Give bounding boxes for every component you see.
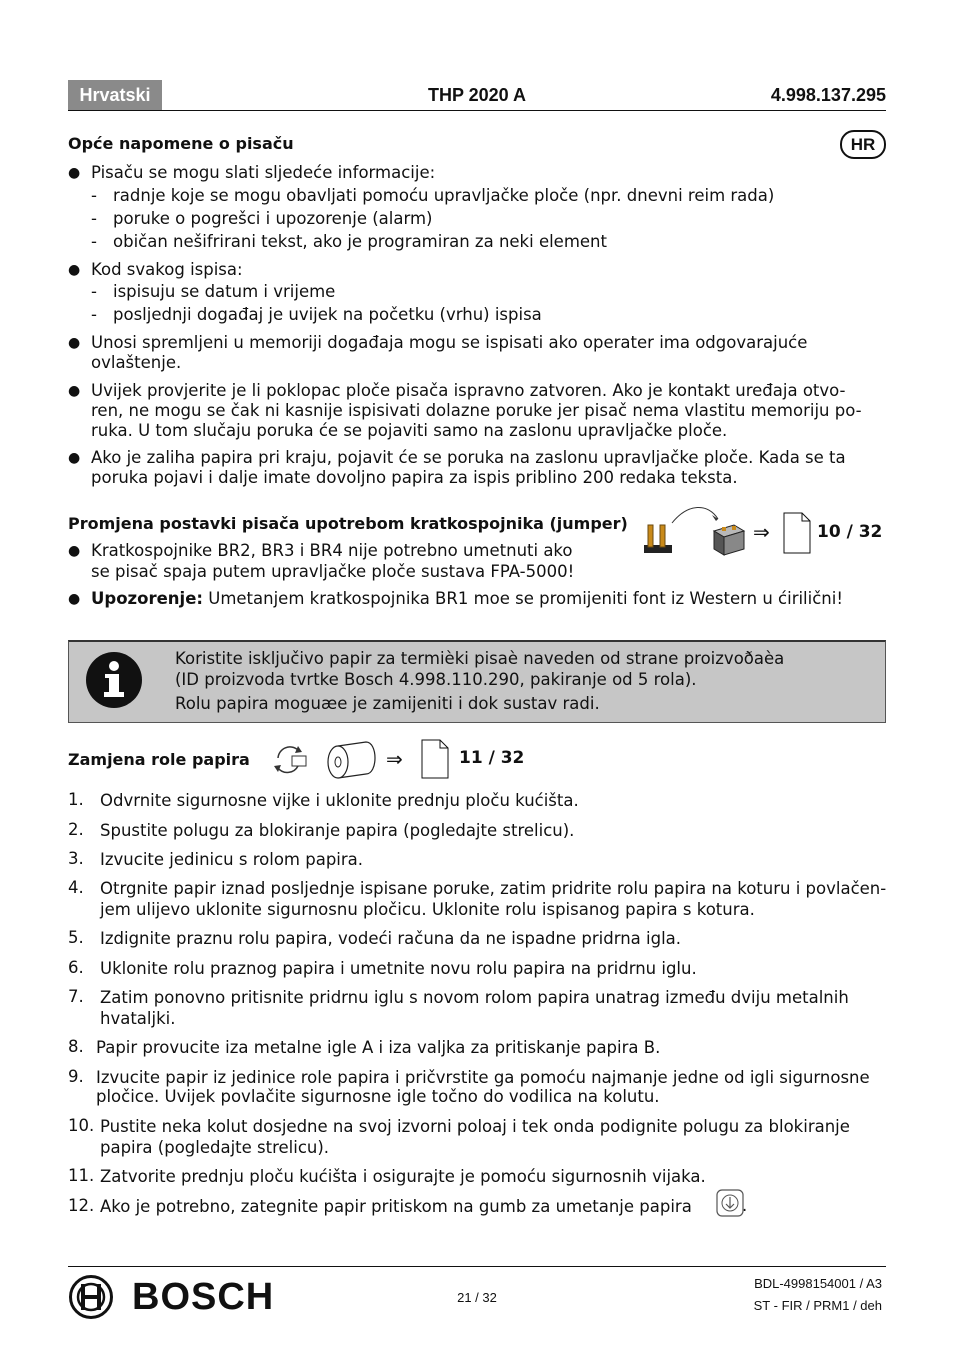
bullet-icon: ●	[68, 383, 81, 399]
step-number: 4.	[68, 878, 84, 897]
step-text-end: .	[742, 1196, 748, 1215]
step-text: Izvucite jedinicu s rolom papira.	[100, 850, 364, 869]
step-number: 7.	[68, 987, 84, 1006]
info-text-line: (ID proizvoda tvrtke Bosch 4.998.110.290, pakiranje od 5 rola).	[175, 670, 697, 689]
step-text: jem ulijevo uklonite sigurnosnu pločicu. Uklonite rolu ispisanog papira s kotura.	[100, 900, 755, 919]
step-number: 2.	[68, 820, 84, 839]
step-number: 3.	[68, 849, 84, 868]
step-text: hvataljki.	[100, 1009, 176, 1028]
dash-marker: -	[91, 305, 97, 324]
paper-roll-illustration	[268, 738, 458, 780]
bullet-icon: ●	[68, 543, 81, 559]
step-text: Odvrnite sigurnosne vijke i uklonite prednju ploču kućišta.	[100, 791, 579, 810]
bullet-icon: ●	[68, 262, 81, 278]
step-number: 10.	[68, 1116, 95, 1135]
bullet-icon: ●	[68, 165, 81, 181]
section-heading-paper-roll: Zamjena role papira	[68, 750, 250, 769]
step-text: Papir provucite iza metalne igle A i iza valjka za pritiskanje papira B.	[96, 1038, 661, 1057]
page-reference: 10 / 32	[817, 522, 883, 542]
sub-item: ispisuju se datum i vrijeme	[113, 282, 336, 301]
step-number: 1.	[68, 790, 84, 809]
bullet-text-line: ruka. U tom slučaju poruka će se pojaviti samo na zaslonu upravljačke ploče.	[91, 421, 728, 440]
bullet-icon: ●	[68, 591, 81, 607]
language-badge: HR	[840, 130, 886, 159]
info-text-line: Rolu papira moguæe je zamijeniti i dok sustav radi.	[175, 694, 600, 713]
page-reference-icon	[784, 513, 810, 553]
move-arc-arrow	[672, 507, 718, 523]
page-reference: 11 / 32	[459, 748, 525, 768]
step-text: Otrgnite papir iznad posljednje ispisane poruke, zatim pridrite rolu papira na koturu i povlačen-	[100, 879, 887, 898]
bullet-text: Pisaču se mogu slati sljedeće informacije:	[91, 163, 436, 182]
bullet-icon: ●	[68, 335, 81, 351]
step-text: Izvucite papir iz jedinice role papira i pričvrstite ga pomoću najmanje jedne od igli sigurnosne	[96, 1068, 870, 1087]
footer-divider	[68, 1266, 886, 1267]
dash-marker: -	[91, 282, 97, 301]
section-heading-jumper: Promjena postavki pisača upotrebom kratkospojnika (jumper)	[68, 514, 628, 533]
step-text: Spustite polugu za blokiranje papira (pogledajte strelicu).	[100, 821, 575, 840]
bullet-icon: ●	[68, 450, 81, 466]
section-heading-general: Opće napomene o pisaču	[68, 134, 294, 153]
step-text: Ako je potrebno, zategnite papir pritiskom na gumb za umetanje papira	[100, 1197, 692, 1216]
paper-feed-button-icon	[716, 1189, 744, 1217]
bullet-text-line: Ako je zaliha papira pri kraju, pojavit će se poruka na zaslonu upravljačke ploče. Kada se ta	[91, 448, 846, 467]
warning-body: Umetanjem kratkospojnika BR1 moe se promijeniti font iz Western u ćirilični!	[203, 589, 843, 608]
bullet-text-line: se pisač spaja putem upravljačke ploče sustava FPA-5000!	[91, 562, 575, 581]
bullet-text-line: Kratkospojnike BR2, BR3 i BR4 nije potrebno umetnuti ako	[91, 541, 573, 560]
step-text: pločice. Uvijek povlačite sigurnosne igle točno do vodilica na kolutu.	[96, 1087, 660, 1106]
sub-item: običan nešifrirani tekst, ako je programiran za neki element	[113, 232, 607, 251]
header-divider	[68, 110, 886, 111]
step-number: 9.	[68, 1067, 84, 1086]
step-text: Zatim ponovno pritisnite pridrnu iglu s novom rolom papira unatrag između dviju metalnih	[100, 988, 849, 1007]
step-text: Uklonite rolu praznog papira i umetnite novu rolu papira na pridrnu iglu.	[100, 959, 697, 978]
page-reference-icon	[422, 740, 448, 778]
implies-arrow: ⇒	[753, 520, 770, 544]
jumper-cap-icon	[714, 525, 744, 555]
bullet-text-line: Uvijek provjerite je li poklopac ploče pisača ispravno zatvoren. Ako je kontakt uređaja otvo-	[91, 381, 846, 400]
department-reference: ST - FIR / PRM1 / deh	[753, 1298, 882, 1313]
sub-item: poruke o pogrešci i upozorenje (alarm)	[113, 209, 433, 228]
brand-wordmark: BOSCH	[132, 1276, 275, 1318]
bullet-text-line: ren, ne mogu se čak ni kasnije ispisivati dolazne poruke jer pisač nema vlastitu memoriju po-	[91, 401, 862, 420]
document-reference: BDL-4998154001 / A3	[754, 1276, 882, 1291]
step-number: 8.	[68, 1037, 84, 1056]
step-text: Zatvorite prednju ploču kućišta i osigurajte je pomoću sigurnosnih vijaka.	[100, 1167, 706, 1186]
info-text-line: Koristite isključivo papir za termièki pisaè naveden od strane proizvoðaèa	[175, 649, 785, 668]
step-number: 12.	[68, 1196, 95, 1215]
dash-marker: -	[91, 186, 97, 205]
paper-roll-icon	[328, 742, 375, 778]
sub-item: radnje koje se mogu obavljati pomoću upravljačke ploče (npr. dnevni reim rada)	[113, 186, 775, 205]
bullet-text-line: poruka pojavi i dalje imate dovoljno papira za ispis priblino 200 redaka teksta.	[91, 468, 738, 487]
replace-cycle-icon	[274, 746, 306, 772]
step-number: 5.	[68, 928, 84, 947]
warning-label: Upozorenje:	[91, 589, 204, 608]
dash-marker: -	[91, 232, 97, 251]
warning-text	[91, 589, 881, 610]
jumper-illustration	[638, 505, 818, 560]
step-text: Izdignite praznu rolu papira, vodeći računa da ne ispadne pridrna igla.	[100, 929, 682, 948]
language-tag: Hrvatski	[68, 80, 162, 111]
page-number: 21 / 32	[457, 1290, 497, 1305]
step-text: papira (pogledajte strelicu).	[100, 1138, 330, 1157]
info-icon	[86, 652, 142, 708]
sub-item: posljednji događaj je uvijek na početku (vrhu) ispisa	[113, 305, 542, 324]
bullet-text-line: Unosi spremljeni u memoriji događaja mogu se ispisati ako operater ima odgovarajuće	[91, 333, 808, 352]
document-number: 4.998.137.295	[770, 85, 886, 105]
bullet-text: Kod svakog ispisa:	[91, 260, 243, 279]
step-number: 6.	[68, 958, 84, 977]
step-text: Pustite neka kolut dosjedne na svoj izvorni poloaj i tek onda podignite polugu za blokiranje	[100, 1117, 850, 1136]
dash-marker: -	[91, 209, 97, 228]
document-title: THP 2020 A	[427, 85, 527, 105]
step-number: 11.	[68, 1166, 95, 1185]
implies-arrow: ⇒	[386, 747, 403, 771]
bullet-text-line: ovlaštenje.	[91, 353, 182, 372]
jumper-pins-icon	[644, 525, 672, 553]
